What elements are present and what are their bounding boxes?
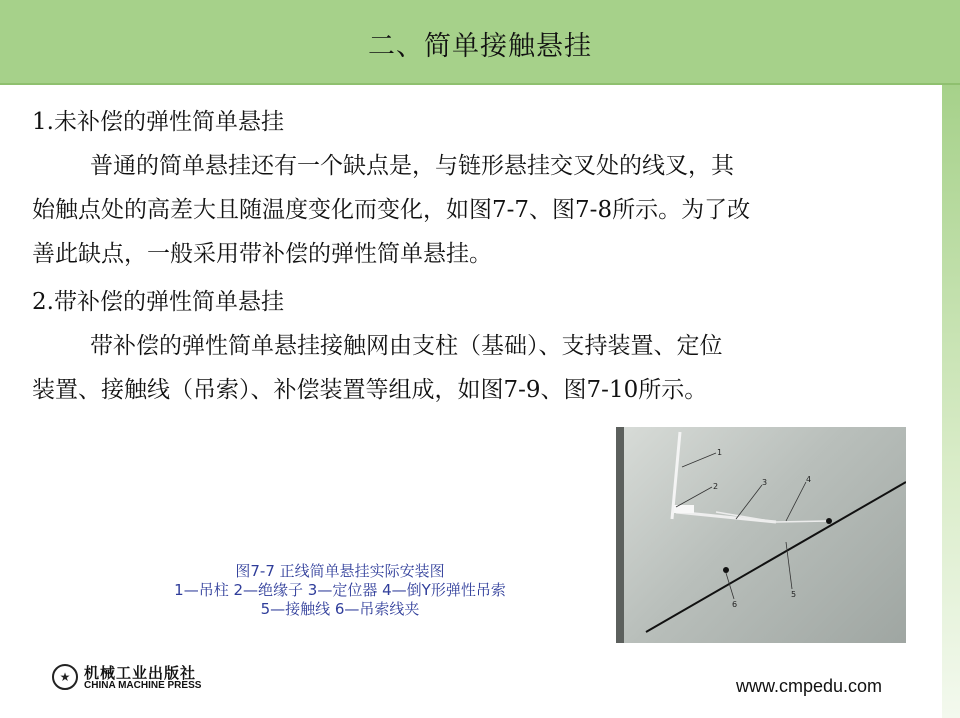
contact-wire (646, 482, 906, 632)
section2-line-1: 带补偿的弹性简单悬挂接触网由支柱（基础）、支持装置、定位 (90, 333, 723, 359)
wire-clamp-dot (723, 567, 729, 573)
caption-title: 图7-7 正线简单悬挂实际安装图 (235, 562, 445, 580)
y-dropper-right (776, 521, 828, 522)
decorative-side-strip (942, 85, 960, 718)
figure-label-6: 6 (732, 600, 738, 609)
body-text (32, 100, 942, 412)
section1-line-3: 善此缺点，一般采用带补偿的弹性简单悬挂。 (32, 241, 492, 267)
figure-label-4: 4 (806, 475, 812, 484)
section2-heading: 2.带补偿的弹性简单悬挂 (32, 289, 284, 315)
section1-line-1: 普通的简单悬挂还有一个缺点是，与链形悬挂交叉处的线叉，其 (90, 153, 734, 179)
figure-label-2: 2 (713, 482, 719, 491)
leader-1 (682, 453, 716, 467)
figure-photo (616, 427, 906, 643)
catenary-diagram (616, 427, 906, 643)
dropper-clamp-dot (826, 518, 832, 524)
logo-english-name: CHINA MACHINE PRESS (84, 680, 202, 691)
website-url: www.cmpedu.com (736, 676, 883, 696)
slide-title: 二、简单接触悬挂 (368, 31, 592, 62)
figure-label-5: 5 (791, 590, 797, 599)
press-emblem-icon: ★ (52, 664, 78, 690)
leader-4 (786, 482, 806, 521)
leader-3 (736, 485, 762, 519)
publisher-logo (52, 662, 232, 696)
figure-label-3: 3 (762, 478, 768, 487)
caption-legend-line-2: 5—接触线 6—吊索线夹 (260, 600, 420, 618)
figure-caption (90, 562, 590, 619)
leader-2 (676, 487, 712, 507)
logo-chinese-name: 机械工业出版社 (84, 664, 197, 682)
photo-edge (616, 427, 624, 643)
section1-heading: 1.未补偿的弹性简单悬挂 (32, 109, 284, 135)
figure-label-1: 1 (717, 448, 723, 457)
section1-line-2: 始触点处的高差大且随温度变化而变化，如图7-7、图7-8所示。为了改 (32, 197, 751, 223)
section2-line-2: 装置、接触线（吊索）、补偿装置等组成，如图7-9、图7-10所示。 (32, 377, 708, 403)
caption-legend-line-1: 1—吊柱 2—绝缘子 3—定位器 4—倒Y形弹性吊索 (174, 581, 506, 599)
